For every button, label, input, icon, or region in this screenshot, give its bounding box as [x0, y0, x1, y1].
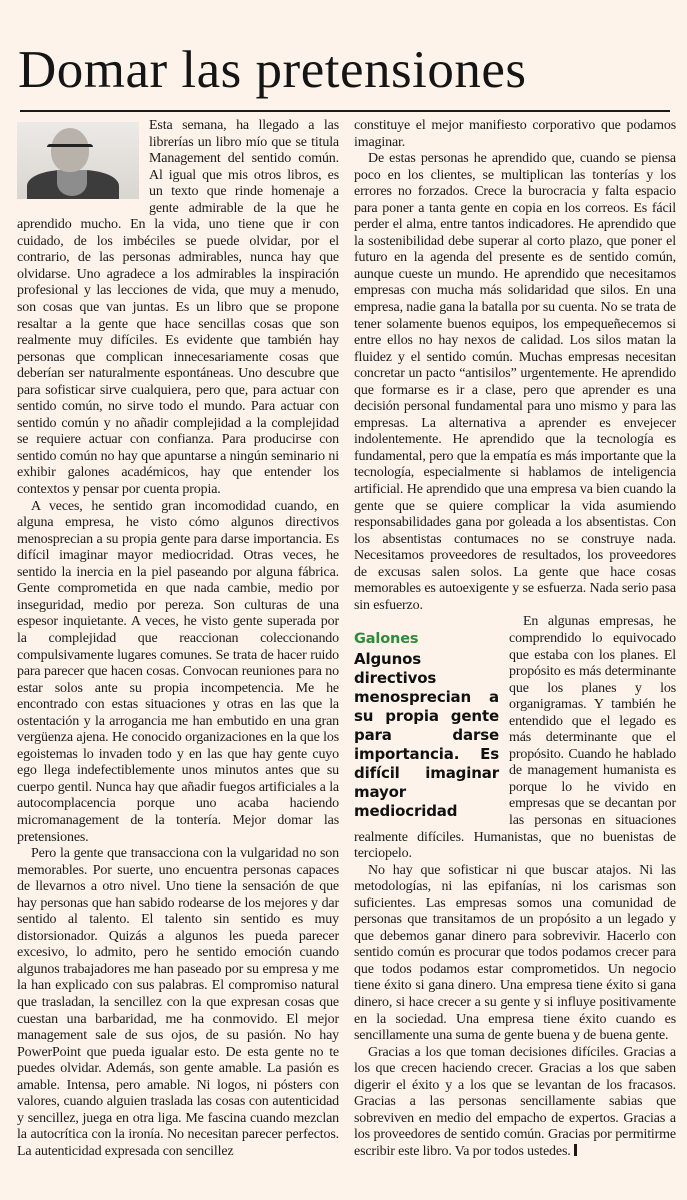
paragraph-text: Gracias a los que toman decisiones difíciles. Gracias a los que crecen haciendo crecer. Gracias a los que saben digerir el éxito y a los que se levantan de los fracasos. Gracias a las personas sencillamente sabias que sobreviven en medio del empacho de expertos. Gracias a los proveedores de sentido común. Gracias por permitirme escribir este libro. Va por todos ustedes.	[354, 1044, 676, 1159]
pull-quote	[354, 630, 499, 821]
author-portrait	[17, 122, 139, 199]
end-mark	[574, 1144, 577, 1156]
title-rule	[20, 110, 670, 112]
article-column-left	[17, 118, 339, 1160]
article-title: Domar las pretensiones	[18, 41, 527, 99]
paragraph: Pero la gente que transacciona con la vulgaridad no son memorables. Por suerte, uno encuentra personas capaces de llevarnos a otro nivel. Uno tiene la sensación de que hay personas que han sabido rodearse de los mejores y dar sentido al talento. El talento sin sentido es muy distorsionador. Quizás a algunos les pueda parecer excesivo, lo admito, pero he sentido emoción cuando algunos trabajadores me han paseado por su empresa y me la han explicado con sus palabras. El compromiso natural que trasladan, la sencillez con la que expresan cosas que cuestan una barbaridad, me ha conmovido. El mejor management sale de sus ojos, de su pasión. No hay PowerPoint que pueda igualar esto. De esta gente no te puedes olvidar. Además, son gente amable. La pasión es amable. Intensa, pero amable. Ni logos, ni pósters con valores, cuando alguien traslada las cosas con autenticidad y sencillez, juega en otra liga. Me fascina cuando mezclan la autocrítica con la ironía. No necesitan parecer perfectos. La autenticidad expresada con sencillez	[17, 846, 339, 1159]
paragraph: En algunas empresas, he comprendido lo equivocado que estaba con los planes. El propósito es más determinante que los planes y los organigramas. Y también he entendido que el legado es más determinante que el propósito. Cuando he hablado de management humanista es porque lo he vivido en empresas que se decantan por las personas en situaciones realmente difíciles. Humanistas, que no buenistas de terciopelo.	[354, 614, 676, 862]
paragraph: No hay que sofisticar ni que buscar atajos. Ni las metodologías, ni las epifanías, ni los carismas son suficientes. Las empresas somos una comunidad de personas que transitamos de un propósito a un legado y que debemos ganar dinero para sobrevivir. Hacerlo con sentido común es procurar que todos podamos crecer para que todos podamos estar comprometidos. Un negocio tiene éxito si gana dinero. Una empresa tiene éxito si gana dinero, si hace crecer a su gente y si influye positivamente en la sociedad. Una empresa tiene éxito cuando es sencillamente una suma de gente buena y de buena gente.	[354, 862, 676, 1044]
paragraph: constituye el mejor manifiesto corporativo que podamos imaginar.	[354, 118, 676, 150]
pull-quote-kicker: Galones	[354, 631, 419, 648]
paragraph: A veces, he sentido gran incomodidad cuando, en alguna empresa, he visto cómo algunos directivos menosprecian a su propia gente para darse importancia. Es difícil imaginar mayor mediocridad. Otras veces, he sentido la inercia en la piel paseando por alguna fábrica. Gente comprometida en que nada cambie, medio por inseguridad, medio por pereza. Son culturas de una espesor inquietante. A veces, he visto gente superada por la complejidad que reaccionan coleccionando compulsivamente lugares comunes. Se trata de hacer ruido para parecer que hacen cosas. Convocan reuniones para no estar solos ante su propia incompetencia. Me he encontrado con estas situaciones y otras en las que la ostentación y la arrogancia me han embutido en una gran vergüenza ajena. He conocido organizaciones en la que los egoistemas lo invaden todo y en las que hay gente cuyo ego llega indefectiblemente unos minutos antes que su cuerpo gentil. Nunca hay que añadir fuegos artificiales a la autocomplacencia porque uno acaba haciendo micromanagement de la tontería. Mejor domar las pretensiones.	[17, 498, 339, 845]
paragraph: De estas personas he aprendido que, cuando se piensa poco en los clientes, se multiplican las tonterías y los errores no forzados. Crece la burocracia y falta espacio para poner a tanta gente en copia en los correos. Es fácil perder el alma, entre tantos indicadores. He aprendido que la sostenibilidad debe superar al corto plazo, que poner el futuro en la agenda del presente es de sentido común, aunque cueste un mundo. He aprendido que necesitamos empresas con mucha más solidaridad que silos. En una empresa, nadie gana la batalla por su cuenta. No se trata de tener solamente buenos equipos, los empequeñecemos si entre ellos no hay nexos de calidad. Los silos matan la fluidez y el sentido común. Muchas empresas necesitan concretar un pacto “antisilos” urgentemente. He aprendido que formarse es ir a clase, pero que aprender es una decisión personal fundamental para uno mismo y para las empresas. La alternativa a aprender es envejecer indolentemente. He aprendido que la tecnología es fundamental, pero que la empatía es más importante que la tecnología, especialmente si hablamos de inteligencia artificial. He aprendido que una empresa va bien cuando la gente que se quiere complicar la vida asumiendo responsabilidades gana por goleada a los absentistas. Con los absentistas contumaces no se construye nada. Necesitamos proveedores de resultados, los proveedores de excusas salen solos. La gente que hace cosas memorables es autoexigente y se esfuerza. Nada serio pasa sin esfuerzo.	[354, 151, 676, 613]
article-column-right	[354, 118, 676, 1160]
pull-quote-text: Algunos directivos menosprecian a su propia gente para darse importancia. Es difícil imaginar mayor mediocridad	[354, 650, 499, 821]
paragraph: Esta semana, ha llegado a las librerías un libro mío que se titula Management del sentido común. Al igual que mis otros libros, es un texto que rinde homenaje a gente admirable de la que he aprendido mucho. En la vida, uno tiene que ir con cuidado, de los imbéciles se puede olvidar, por el contrario, de las personas admirables, nunca hay que olvidarse. Uno agradece a los admirables la inspiración profesional y las lecciones de vida, que muy a menudo, son cosas que van juntas. Es un libro que se propone resaltar a la gente que hace sencillas cosas que son realmente muy difíciles. Es evidente que también hay personas que complican innecesariamente cosas que deberían ser naturalmente espontáneas. Uno descubre que para sofisticar sirve cualquiera, pero que, para actuar con sentido común, no sirve todo el mundo. Para actuar con sentido común y no añadir complejidad a la complejidad se requiere actuar con confianza. Para producirse con sentido común no hay que apuntarse a ningún seminario ni exhibir galones académicos, hay que entender los contextos y pensar por cuenta propia.	[17, 118, 339, 498]
paragraph-last	[354, 1045, 676, 1161]
